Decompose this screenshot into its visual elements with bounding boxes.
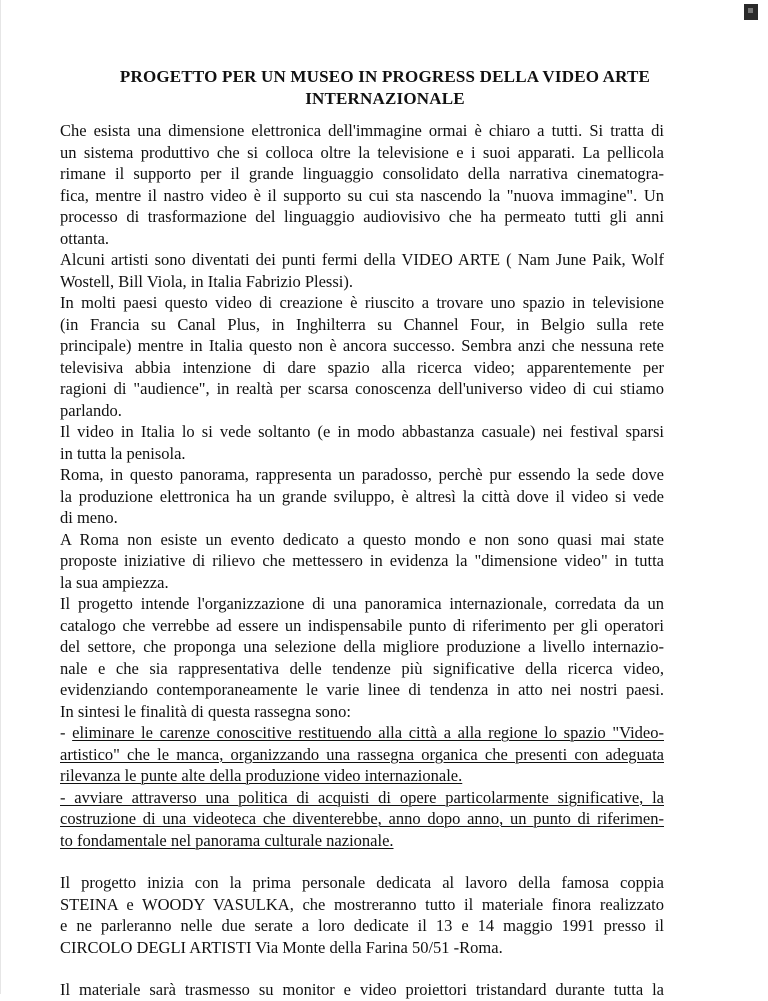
text-line: A Roma non esiste un evento dedicato a questo mondo e non sono quasi mai state [60, 529, 664, 549]
text-line: del settore, che proponga una selezione della migliore produzione a livello internazio- [60, 637, 664, 656]
closing-paragraph [60, 979, 664, 1001]
text-line: televisiva abbia intenzione di dare spazio alla ricerca video; apparentemente per [60, 357, 664, 377]
text-line: Il progetto intende l'organizzazione di una panoramica internazionale, corredata da un [60, 594, 664, 613]
text-line: nale e che sia rappresentativa delle tendenze più significative della ricerca video, [60, 658, 664, 678]
text-line: Roma, in questo panorama, rappresenta un paradosso, perchè pur essendo la sede dove [60, 465, 664, 484]
text-line: Il video in Italia lo si vede soltanto (e in modo abbastanza casuale) nei festival sparsi [60, 422, 664, 441]
text-line: e ne parleranno nelle due serate a loro dedicate il 13 e 14 maggio 1991 presso il [60, 916, 664, 935]
text-line: processo di trasformazione del linguaggio audiovisivo che ha permeato tutti gli anni [60, 207, 664, 226]
text-line: principale) mentre in Italia questo non è ancora successo. Sembra anzi che nessuna rete [60, 336, 664, 355]
text-line: In molti paesi questo video di creazione è riuscito a trovare uno spazio in televisione [60, 293, 664, 312]
text-line: evidenziando contemporaneamente le varie linee di tendenza in atto nei nostri paesi. [60, 680, 664, 699]
text-line: ottanta. [60, 228, 110, 248]
text-line: (in Francia su Canal Plus, in Inghilterra su Channel Four, in Belgio sulla rete [60, 314, 664, 334]
event-paragraph [60, 872, 664, 958]
text-line: CIRCOLO DEGLI ARTISTI Via Monte della Farina 50/51 -Roma. [60, 937, 503, 957]
text-line: la sua ampiezza. [60, 572, 169, 592]
goal-item-line: rilevanza le punte alte della produzione video internazionale. [60, 766, 463, 785]
text-line: parlando. [60, 400, 122, 420]
title-line: PROGETTO PER UN MUSEO IN PROGRESS DELLA VIDEO ARTE [119, 67, 651, 86]
bullet-dash: - [60, 723, 66, 742]
text-line: catalogo che verrebbe ad essere un indispensabile punto di riferimento per gli operatori [60, 615, 664, 635]
text-line: Che esista una dimensione elettronica dell'immagine ormai è chiaro a tutti. Si tratta di [60, 121, 664, 140]
text-line: fica, mentre il nastro video è il supporto su cui sta nascendo la "nuova immagine". Un [60, 185, 664, 205]
goals-list [60, 722, 664, 851]
text-line: un sistema produttivo che si colloca oltre la televisione e i suoi apparati. La pellicola [60, 142, 664, 162]
text-line: Il materiale sarà trasmesso su monitor e video proiettori tristandard durante tutta la [60, 980, 664, 999]
goal-item-line: - avviare attraverso una politica di acquisti di opere particolarmente significative, la [60, 787, 664, 807]
document-body [60, 120, 664, 1001]
scan-corner-mark [744, 4, 758, 20]
goal-item-line: artistico" che le manca, organizzando una rassegna organica che presenti con adeguata [60, 744, 664, 764]
paragraph-gap [60, 958, 664, 979]
title-line: INTERNAZIONALE [305, 89, 465, 108]
text-line: in tutta la penisola. [60, 443, 186, 463]
text-line: rimane il supporto per il grande linguaggio consolidato della narrativa cinematogra- [60, 164, 664, 183]
text-line: STEINA e WOODY VASULKA, che mostreranno tutto il materiale finora realizzato [60, 894, 664, 914]
page-edge [0, 0, 1, 994]
text-line: In sintesi le finalità di questa rassegna sono: [60, 701, 351, 721]
text-line: Wostell, Bill Viola, in Italia Fabrizio Plessi). [60, 271, 353, 291]
text-line: Alcuni artisti sono diventati dei punti fermi della VIDEO ARTE ( Nam June Paik, Wolf [60, 250, 664, 269]
text-line: ragioni di "audience", in realtà per scarsa conoscenza dell'universo video di cui stiamo [60, 379, 664, 398]
paragraph-gap [60, 851, 664, 872]
goal-item-line [60, 722, 664, 744]
underlined-text: eliminare le carenze conoscitive restituendo alla città a alla regione lo spazio "Video- [72, 723, 664, 742]
goal-item-line: to fondamentale nel panorama culturale nazionale. [60, 830, 394, 850]
goal-item-line: costruzione di una videoteca che diventerebbe, anno dopo anno, un punto di riferimen- [60, 809, 664, 828]
text-line: la produzione elettronica ha un grande sviluppo, è altresì la città dove il video si vede [60, 486, 664, 506]
intro-paragraph [60, 120, 664, 722]
text-line: proposte iniziative di rilievo che mettessero in evidenza la "dimensione video" in tutta [60, 551, 664, 570]
text-line: di meno. [60, 508, 118, 527]
text-line: Il progetto inizia con la prima personale dedicata al lavoro della famosa coppia [60, 873, 664, 892]
document-title [60, 66, 710, 110]
